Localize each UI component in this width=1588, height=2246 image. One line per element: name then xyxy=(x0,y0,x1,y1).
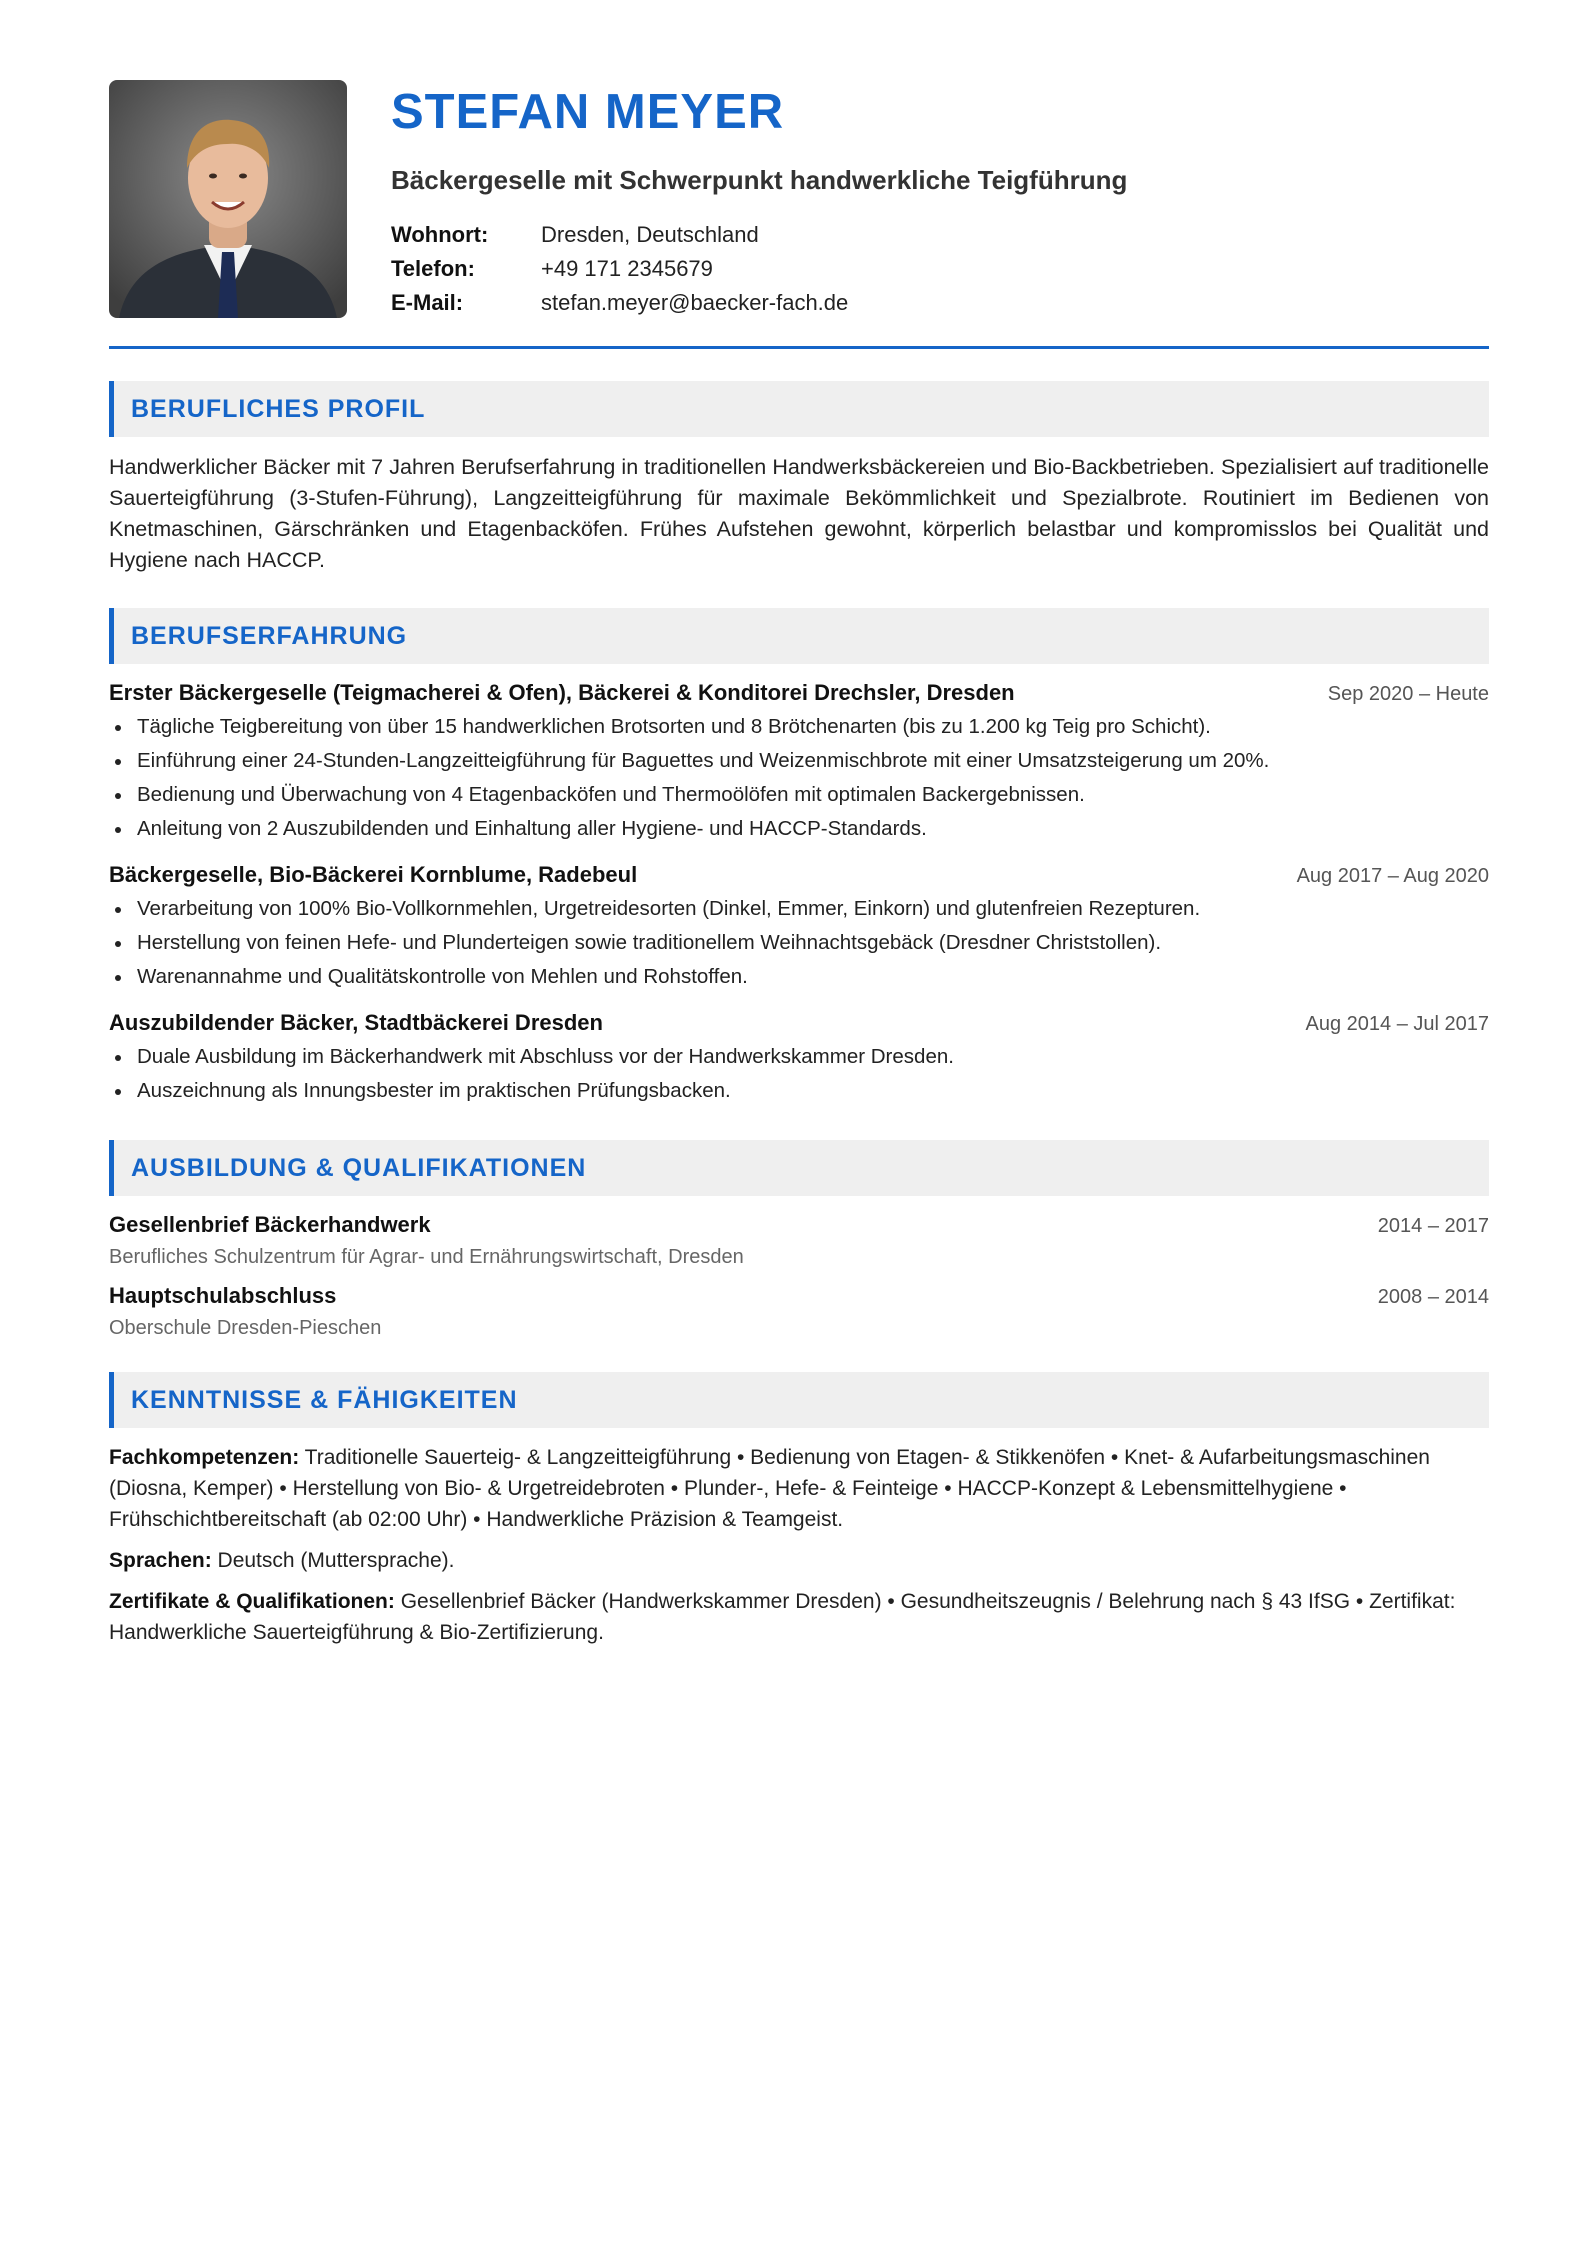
skill-text: Traditionelle Sauerteig- & Langzeitteigführung • Bedienung von Etagen- & Stikkenöfen • Knet- & Aufarbeitungsmaschinen (Diosna, Kemper) • Herstellung von Bio- & Urgetreidebroten • Plunder-, Hefe- & Feinteige • HACCP-Konzept & Lebensmittelhygiene • Frühschichtbereitschaft (ab 02:00 Uhr) • Handwerkliche Präzision & Teamgeist. xyxy=(109,1446,1430,1531)
section-profile xyxy=(109,381,1489,576)
job-date: Aug 2017 – Aug 2020 xyxy=(1296,865,1489,887)
bullet-item: Duale Ausbildung im Bäckerhandwerk mit Abschluss vor der Handwerkskammer Dresden. xyxy=(109,1040,1489,1074)
job-entry xyxy=(109,680,1489,846)
degree-title: Gesellenbrief Bäckerhandwerk xyxy=(109,1212,431,1237)
email-link[interactable]: stefan.meyer@baecker-fach.de xyxy=(541,290,849,315)
skill-text: Gesellenbrief Bäcker (Handwerkskammer Dresden) • Gesundheitszeugnis / Belehrung nach § 43 IfSG • Zertifikat: Handwerkliche Sauerteigführung & Bio-Zertifizierung. xyxy=(109,1590,1456,1644)
contact-details xyxy=(391,218,1127,320)
section-title: AUSBILDUNG & QUALIFIKATIONEN xyxy=(131,1153,587,1182)
institution-name: Berufliches Schulzentrum für Agrar- und Ernährungswirtschaft, Dresden xyxy=(109,1246,744,1268)
job-headline: Bäckergeselle mit Schwerpunkt handwerkliche Teigführung xyxy=(391,165,1128,195)
job-bullets xyxy=(109,710,1489,846)
job-title: Auszubildender Bäcker, Stadtbäckerei Dresden xyxy=(109,1010,603,1035)
job-header xyxy=(109,1010,1489,1036)
bullet-item: Einführung einer 24-Stunden-Langzeitteigführung für Baguettes und Weizenmischbrote mit einer Umsatzsteigerung um 20%. xyxy=(109,744,1489,778)
education-entry xyxy=(109,1283,1489,1340)
institution-name: Oberschule Dresden-Pieschen xyxy=(109,1317,382,1339)
education-header xyxy=(109,1283,1489,1309)
section-heading xyxy=(109,1372,1489,1428)
contact-label: E-Mail: xyxy=(391,290,464,315)
contact-value: +49 171 2345679 xyxy=(541,256,713,281)
job-header xyxy=(109,862,1489,888)
bullet-item: Verarbeitung von 100% Bio-Vollkornmehlen, Urgetreidesorten (Dinkel, Emmer, Einkorn) und glutenfreien Rezepturen. xyxy=(109,892,1489,926)
bullet-item: Tägliche Teigbereitung von über 15 handwerklichen Brotsorten und 8 Brötchenarten (bis zu 1.200 kg Teig pro Schicht). xyxy=(109,710,1489,744)
section-title: BERUFSERFAHRUNG xyxy=(131,621,408,650)
bullet-item: Warenannahme und Qualitätskontrolle von Mehlen und Rohstoffen. xyxy=(109,960,1489,994)
profile-photo xyxy=(109,80,347,318)
skill-text: Deutsch (Muttersprache). xyxy=(211,1549,455,1572)
skills-certificates xyxy=(109,1586,1489,1648)
section-heading xyxy=(109,1140,1489,1196)
profile-summary: Handwerklicher Bäcker mit 7 Jahren Berufserfahrung in traditionellen Handwerksbäckereien und Bio-Backbetrieben. Spezialisiert auf traditionelle Sauerteigführung (3-Stufen-Führung), Langzeitteigführung für maximale Bekömmlichkeit und Spezialbrote. Routiniert im Bedienen von Knetmaschinen, Gärschränken und Etagenbacköfen. Frühes Aufstehen gewohnt, körperlich belastbar und kompromisslos bei Qualität und Hygiene nach HACCP. xyxy=(109,455,1489,572)
section-title: KENNTNISSE & FÄHIGKEITEN xyxy=(131,1385,518,1414)
section-education xyxy=(109,1140,1489,1340)
contact-label: Telefon: xyxy=(391,256,475,281)
section-title: BERUFLICHES PROFIL xyxy=(131,394,426,423)
job-title: Bäckergeselle, Bio-Bäckerei Kornblume, Radebeul xyxy=(109,862,638,887)
skill-label: Fachkompetenzen: xyxy=(109,1446,300,1469)
candidate-name: STEFAN MEYER xyxy=(391,85,785,139)
resume-header xyxy=(109,80,1489,318)
job-date: Sep 2020 – Heute xyxy=(1327,683,1489,705)
job-entry xyxy=(109,862,1489,994)
resume-page xyxy=(109,80,1489,1648)
education-header xyxy=(109,1212,1489,1238)
education-date: 2008 – 2014 xyxy=(1377,1286,1489,1308)
education-entry xyxy=(109,1212,1489,1269)
education-date: 2014 – 2017 xyxy=(1377,1215,1489,1237)
skills-languages xyxy=(109,1545,1489,1576)
bullet-item: Anleitung von 2 Auszubildenden und Einhaltung aller Hygiene- und HACCP-Standards. xyxy=(109,812,1489,846)
job-date: Aug 2014 – Jul 2017 xyxy=(1305,1013,1489,1035)
section-heading xyxy=(109,608,1489,664)
contact-row-phone xyxy=(391,252,1127,286)
contact-row-email xyxy=(391,286,1127,320)
job-title: Erster Bäckergeselle (Teigmacherei & Ofen), Bäckerei & Konditorei Drechsler, Dresden xyxy=(109,680,1015,705)
contact-row-location xyxy=(391,218,1127,252)
contact-value: Dresden, Deutschland xyxy=(541,222,759,247)
section-skills xyxy=(109,1372,1489,1648)
job-header xyxy=(109,680,1489,706)
skills-technical xyxy=(109,1442,1489,1535)
bullet-item: Bedienung und Überwachung von 4 Etagenbacköfen und Thermoölöfen mit optimalen Backergebnissen. xyxy=(109,778,1489,812)
skill-label: Zertifikate & Qualifikationen: xyxy=(109,1590,395,1613)
degree-title: Hauptschulabschluss xyxy=(109,1283,337,1308)
job-bullets xyxy=(109,892,1489,994)
header-divider xyxy=(109,346,1489,349)
section-experience xyxy=(109,608,1489,1108)
job-entry xyxy=(109,1010,1489,1108)
job-bullets xyxy=(109,1040,1489,1108)
section-heading xyxy=(109,381,1489,437)
bullet-item: Herstellung von feinen Hefe- und Plunderteigen sowie traditionellem Weihnachtsgebäck (Dresdner Christstollen). xyxy=(109,926,1489,960)
bullet-item: Auszeichnung als Innungsbester im praktischen Prüfungsbacken. xyxy=(109,1074,1489,1108)
header-info xyxy=(391,80,1127,320)
contact-label: Wohnort: xyxy=(391,222,489,247)
skill-label: Sprachen: xyxy=(109,1549,212,1572)
